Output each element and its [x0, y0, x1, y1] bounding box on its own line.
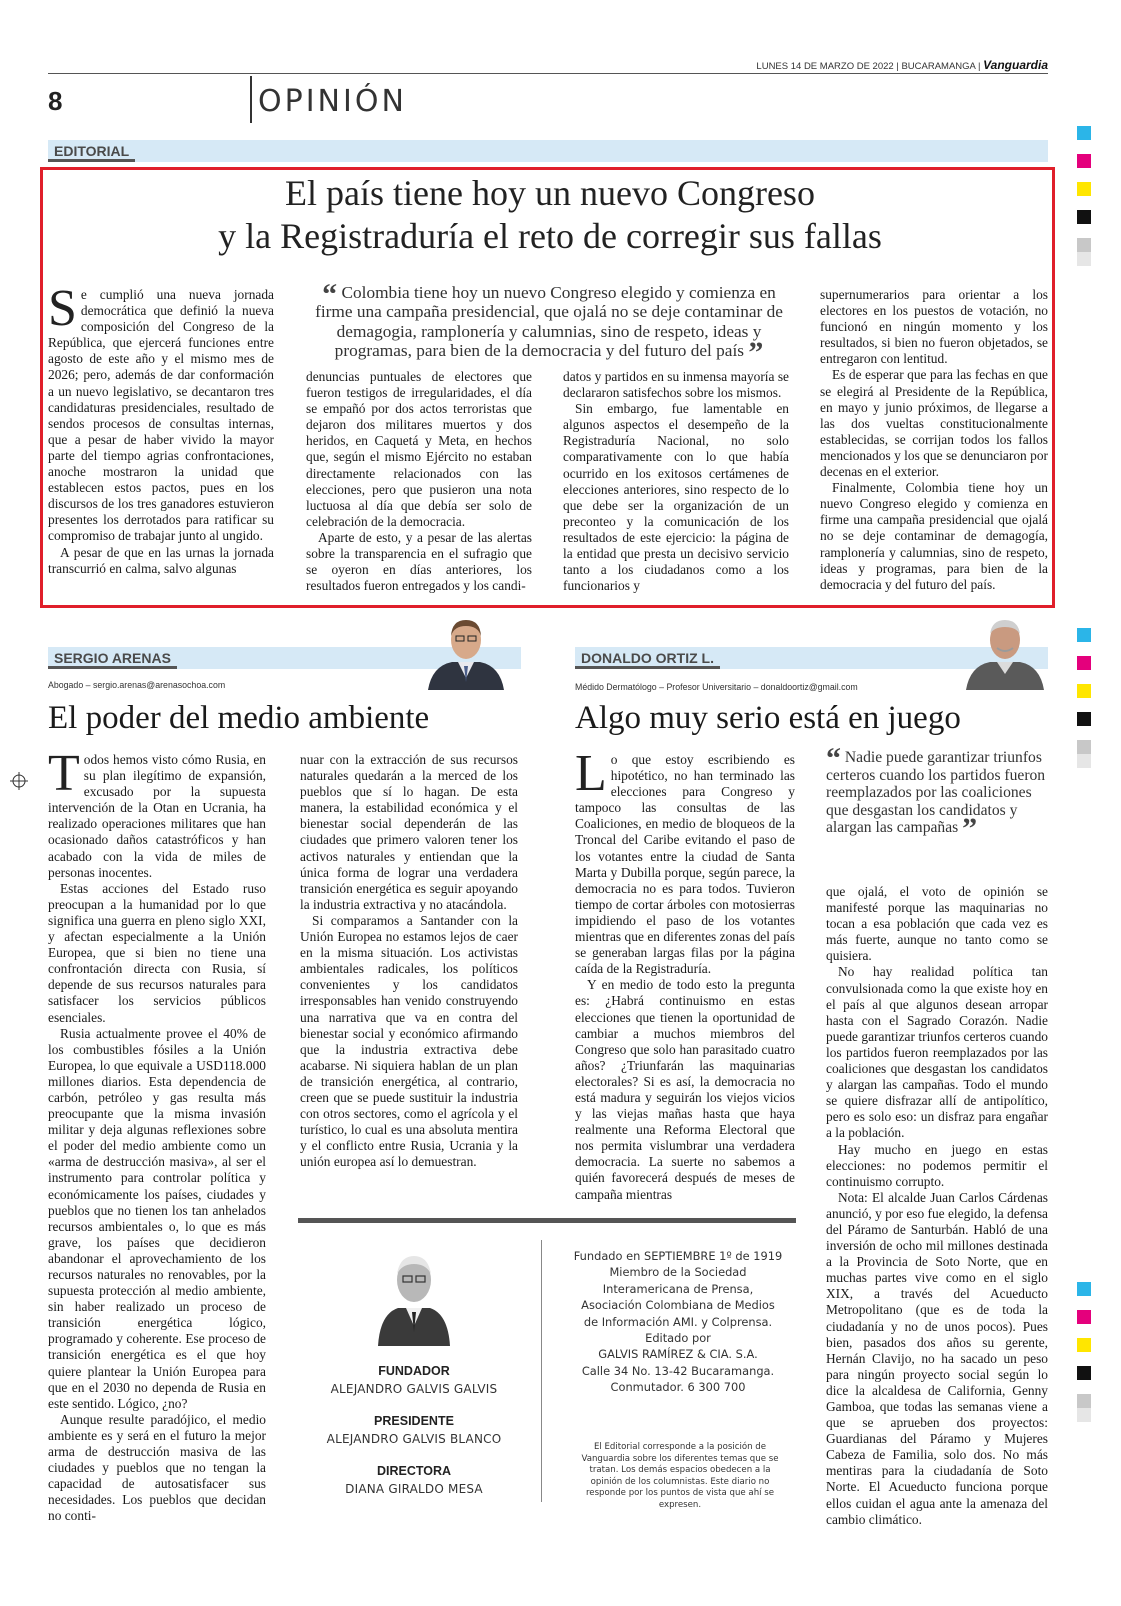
pub-line: Asociación Colombiana de Medios: [581, 1298, 775, 1313]
close-quote-icon: ”: [962, 812, 978, 846]
blank-swatch: [1077, 1352, 1091, 1366]
crosshair-icon: [10, 772, 28, 790]
editorial-column-4: [820, 287, 1048, 605]
gray-swatch: [1077, 740, 1091, 754]
editorial-col4-p1: supernumerarios para orientar a los electores en los puestos de votación, no funcionó en ningún momento y los resultados, si bien no fueron objetados, se entregaron con lentitud.: [820, 287, 1048, 367]
staff-box-divider: [541, 1240, 542, 1502]
ortiz-column-2: [826, 884, 1048, 1527]
arenas-col1-p3: Rusia actualmente provee el 40% de los combustibles fósiles a la Unión Europea, lo que equivale a USD118.000 millones diarios. Esta dependencia de carbón, petróleo y gas resulta más preocupante que la misma invasión militar y deja algunas reflexiones sobre el poder del medio ambiente como un «arma de destrucción masiva», al ser el instrumento para controlar política y económicamente los países, ciudades y pueblos que no tienen los tan anhelados recursos ambientales o, lo que es más grave, los países que decidieron abandonar el aprovechamiento de los recursos naturales no renovables, por la supuesta protección al medio ambiente, sin haber realizado un proceso de transición energética lógico, programado y coherente. Ese proceso de transición energética es el que hoy quiere plantear la Unión Europea para que en el 2030 no dependa de Rusia en este sentido. Lógico, ¿no?: [48, 1025, 266, 1411]
ortiz-col2-p1: que ojalá, el voto de opinión se manifesté porque las maquinarias no tocan a esa población que cada vez es más fuerte, aunque no tanto como se quisiera.: [826, 884, 1048, 964]
founder-name: ALEJANDRO GALVIS GALVIS: [330, 1382, 498, 1396]
gray-swatch: [1077, 1408, 1091, 1422]
blank-swatch: [1077, 726, 1091, 740]
gray-swatch: [1077, 1394, 1091, 1408]
blank-swatch: [1077, 140, 1091, 154]
arenas-photo: [422, 612, 510, 690]
gray-swatch: [1077, 754, 1091, 768]
arenas-dropcap: T: [48, 745, 80, 802]
pub-line: Interamericana de Prensa,: [602, 1281, 754, 1296]
open-quote-icon: “: [322, 278, 338, 311]
founder-role: FUNDADOR: [378, 1364, 450, 1378]
dateline: LUNES 14 DE MARZO DE 2022 | BUCARAMANGA |: [756, 61, 981, 72]
publication-info: [560, 1248, 796, 1396]
arenas-col1-p2: Estas acciones del Estado ruso preocupan a la humanidad por lo que significa una guerra en pleno siglo XXI, y afectan especialmente a la Unión Europea, que si bien no tiene una confrontación directa con Rusia, sí depende de sus recursos naturales para satisfacer los servicios públicos esenciales.: [48, 880, 266, 1025]
gray-swatch: [1077, 252, 1091, 266]
arenas-title: El poder del medio ambiente: [48, 700, 430, 736]
blank-swatch: [1077, 642, 1091, 656]
section-title: OPINIÓN: [258, 84, 407, 119]
staff-box-rule: [298, 1218, 796, 1223]
director-name: DIANA GIRALDO MESA: [345, 1482, 483, 1496]
editorial-pullquote-text: Colombia tiene hoy un nuevo Congreso elegido y comienza en firme una campaña presidencial, que ojalá no se deje contaminar de demagogia, ramplonería y calumnias, sino de respeto, ideas y programas, para bien de la democracia y del futuro del país: [315, 283, 783, 361]
close-quote-icon: ”: [748, 336, 764, 370]
header-divider: [250, 76, 252, 123]
arenas-byline: Abogado – sergio.arenas@arenasochoa.com: [48, 680, 226, 690]
blank-swatch: [1077, 168, 1091, 182]
pub-line: Calle 34 No. 13-42 Bucaramanga.: [581, 1363, 775, 1378]
founder-portrait-icon: [376, 1242, 452, 1346]
arenas-column-1: [48, 745, 266, 1524]
editorial-disclaimer: El Editorial corresponde a la posición de Vanguardia sobre los diferentes temas que se tratan. Los demás espacios obedecen a la opinión de los columnistas. Este diario no responde por los puntos de vista que ahí se expresen.: [581, 1442, 779, 1510]
editorial-col1-p1: e cumplió una nueva jornada democrática que definió la nueva composición del Congreso de la República, que ejercerá funciones entre agosto de este año y el mismo mes de 2026; pero, además de dar conformación a un nuevo legislativo, se decantaron tres candidaturas presidenciales, resultado de sendos procesos de consultas internas, que a pesar de haber vivido la mayor parte del tiempo agrias confrontaciones, anoche mostraron la unidad que establecen estos pactos, pues en los discursos de los tres ganadores estuvieron presentes los derrotados para ratificar su compromiso de trabajar junto al ungido.: [48, 287, 274, 544]
black-swatch: [1077, 210, 1091, 224]
arenas-col2-p1: nuar con la extracción de sus recursos naturales quedarán a la merced de los pueblos que sí lo hagan. De esta manera, la estabilidad económica y el bienestar social dependerán de las ciudades que primero valoren tener los activos naturales y entiendan que la única forma de lograr una verdadera transición energética es seguir apoyando la industria extractiva y no atacándola.: [300, 752, 518, 912]
pub-line: de Información AMI. y Colprensa.: [583, 1314, 773, 1329]
open-quote-icon: “: [826, 742, 841, 775]
ortiz-photo: [962, 612, 1048, 690]
arenas-col2-p2: Si comparamos a Santander con la Unión Europea no estamos lejos de caer en la misma situación. Los activistas ambientales radicales, los políticos convenientes y los candidatos irresponsables han venido construyendo una narrativa que va en contra del bienestar social y económico afirmando que la industria extractiva debe acabarse. Ni siquiera hablan de un plan de transición energética, al contrario, creen que se puede sustituir la industria con otros sectores, como el agrícola y el turístico, lo cual es una absoluta mentira y el conflicto entre Rusia, Ucrania y la unión europea así lo demuestran.: [300, 912, 518, 1170]
editorial-headline-line2: y la Registraduría el reto de corregir sus fallas: [218, 216, 882, 256]
editorial-column-2: [306, 369, 532, 605]
magenta-swatch: [1077, 154, 1091, 168]
blank-swatch: [1077, 196, 1091, 210]
president-role: PRESIDENTE: [374, 1414, 454, 1428]
editorial-column-3: [563, 369, 789, 605]
arenas-col1-p1: odos hemos visto cómo Rusia, en su plan ilegítimo de expansión, excusado por la supuesta intervención de la Otan en Ucrania, ha realizado operaciones militares que han ocasionado daños catastróficos y han acabado con la vida de miles de personas inocentes.: [48, 752, 266, 880]
editorial-headline: [50, 172, 1050, 258]
ortiz-dropcap: L: [575, 745, 607, 802]
editorial-label-bar: [48, 140, 1048, 162]
blank-swatch: [1077, 1324, 1091, 1338]
magenta-swatch: [1077, 1310, 1091, 1324]
editorial-col4-p3: Finalmente, Colombia tiene hoy un nuevo Congreso elegido y comienza en firme una campaña presidencial que ojalá no se deje contaminar de demagogía, ramplonería y calumnias, sino de respeto, ideas y programas, para bien de la democracia y del futuro del país.: [820, 480, 1048, 592]
editorial-label: EDITORIAL: [48, 140, 135, 162]
ortiz-col1-p2: Y en medio de todo esto la pregunta es: ¿Habrá continuismo en estas elecciones que tienen la oportunidad de cambiar a muchos miembros del Congreso que solo han parasitado cuatro años? ¿Triunfarán las maquinarias electorales? Si es así, la democracia no está madura y seguirán los viejos vicios y las viejas mañas hasta que haya realmente una Reforma Electoral que nos permita vislumbrar una verdadera democracia. La suerte no sabemos a quién favorecerá después de meses de campaña mientras: [575, 977, 795, 1202]
pub-line: GALVIS RAMÍREZ & CIA. S.A.: [598, 1347, 758, 1362]
ortiz-pullquote: [826, 742, 1048, 846]
ortiz-label: DONALDO ORTIZ L.: [575, 647, 720, 669]
editorial-col2-p1: denuncias puntuales de electores que fueron testigos de irregularidades, el día se empañó por dos actos terroristas que dejaron dos militares muertos y dos heridos, en Caquetá y Meta, en hechos que, según el mismo Ejército no estaban directamente relacionados con las elecciones, pero que pusieron una nota luctuosa al día que debía ser solo de celebración de la democracia.: [306, 369, 532, 529]
ortiz-col2-p3: Hay mucho en juego en estas elecciones: no podemos permitir el continuismo corrupto.: [826, 1141, 1048, 1189]
arenas-column-2: [300, 752, 518, 1204]
editorial-col2-p2: Aparte de esto, y a pesar de las alertas sobre la transparencia en el sufragio que se oyeron en días anteriores, los resultados fueron entregados y los candi-: [306, 529, 532, 594]
pub-line: Conmutador. 6 300 700: [610, 1380, 746, 1395]
gray-swatch: [1077, 238, 1091, 252]
black-swatch: [1077, 1366, 1091, 1380]
pub-line: Fundado en SEPTIEMBRE 1º de 1919: [573, 1249, 783, 1263]
editorial-pullquote: [306, 278, 792, 370]
brand-logo: Vanguardia: [983, 58, 1048, 72]
magenta-swatch: [1077, 656, 1091, 670]
editorial-col3-p1: datos y partidos en su inmensa mayoría se declararon satisfechos sobre los mismos.: [563, 369, 789, 401]
arenas-portrait-icon: [422, 612, 510, 690]
blank-swatch: [1077, 1296, 1091, 1310]
ortiz-title: Algo muy serio está en juego: [575, 700, 961, 736]
president-name: ALEJANDRO GALVIS BLANCO: [326, 1432, 502, 1446]
ortiz-col2-p2: No hay realidad política tan convulsionada como la que existe hoy en el país al que algunos desean arropar hasta con el Sagrado Corazón. Nadie puede garantizar triunfos certeros cuando los partidos fueron reemplazados por las coaliciones que desgastan los candidatos y alargan las campañas. Todo el mundo se quiere disfrazar allí de antipolítico, pero es solo eso: un disfraz para engañar a la población.: [826, 964, 1048, 1141]
black-swatch: [1077, 712, 1091, 726]
ortiz-col2-p4: Nota: El alcalde Juan Carlos Cárdenas anunció, y por eso fue elegido, la defensa del Páramo de Santurbán. Habló de una inversión de ocho mil millones destinada a la Provincia de Soto Norte, que en muchas partes vive como en el siglo XIX, a través del Acueducto Metropolitano (que es de toda la ciudadanía y no de unos pocos). Pues bien, pasados dos años su gerente, Hernán Clavijo, no ha sacado un peso para ningún proyecto social según lo dice la alcaldesa de California, Genny Gamboa, que todas las semanas viene a que se aprueben dos proyectos: Guardianas del Páramo y Mujeres Cabeza de Familia, solo dos. No más mentiras para la ciudadanía de Soto Norte. El Acueducto funciona porque ellos cuidan el agua ante la amenaza del cambio climático.: [826, 1189, 1048, 1527]
editorial-col1-p2: A pesar de que en las urnas la jornada transcurrió en calma, salvo algunas: [48, 544, 274, 576]
yellow-swatch: [1077, 1338, 1091, 1352]
pub-line: Editado por: [645, 1331, 711, 1346]
director-role: DIRECTORA: [376, 1464, 452, 1478]
masthead-dateline: [756, 58, 1048, 72]
crosshair-registration-mark: [10, 772, 28, 790]
color-bar-top: [1077, 126, 1091, 266]
editorial-dropcap: S: [48, 280, 77, 337]
arenas-col1-p4: Aunque resulte paradójico, el medio ambiente es y será en el futuro la mejor arma de destrucción masiva de las ciudades y pueblos que no tengan la capacidad de autosatisfacer sus necesidades. Los pueblos que decidan no conti-: [48, 1411, 266, 1524]
blank-swatch: [1077, 698, 1091, 712]
blank-swatch: [1077, 670, 1091, 684]
color-bar-bottom: [1077, 1282, 1091, 1422]
ortiz-col1-p1: o que estoy escribiendo es hipotético, no han terminado las elecciones para Congreso y tampoco las consultas de las Coaliciones, en medio de bloqueos de la Troncal del Caribe evitando el paso de los votantes entre la ciudad de Santa Marta y Dubilla porque, según parece, la democracia no es para todos. Tuvieron tiempo de cortar árboles con motosierras impidiendo el paso de los votantes mientras que en diferentes zonas del país se generaban largas filas por la página caída de la Registraduría.: [575, 752, 795, 977]
cyan-swatch: [1077, 126, 1091, 140]
yellow-swatch: [1077, 684, 1091, 698]
ortiz-pullquote-text: Nadie puede garantizar triunfos certeros cuando los partidos fueron reemplazados por las coaliciones que desgastan los candidatos y alargan las campañas: [826, 749, 1046, 837]
blank-swatch: [1077, 1380, 1091, 1394]
ortiz-column-1: [575, 745, 795, 1202]
yellow-swatch: [1077, 182, 1091, 196]
editorial-column-1: [48, 280, 274, 605]
pub-line: Miembro de la Sociedad: [609, 1265, 747, 1280]
cyan-swatch: [1077, 1282, 1091, 1296]
page-number: 8: [48, 86, 63, 116]
ortiz-byline: Médido Dermatólogo – Profesor Universitario – donaldoortiz@gmail.com: [575, 682, 858, 692]
header-rule: [48, 73, 1048, 74]
color-bar-middle: [1077, 628, 1091, 768]
arenas-label: SERGIO ARENAS: [48, 647, 177, 669]
founder-photo: [376, 1242, 452, 1346]
ortiz-portrait-icon: [962, 612, 1048, 690]
editorial-col3-p2: Sin embargo, fue lamentable en algunos aspectos el desempeño de la Registraduría Nacional, no solo comparativamente con lo que había ocurrido en los exitosos certámenes de elecciones anteriores, sino respecto de lo que debe ser la organización de un preconteo y la comunicación de los resultados de este ejercicio: la página de la entidad que presta un decisivo servicio tanto a los ciudadanos como a los funcionarios y: [563, 401, 789, 594]
editorial-col4-p2: Es de esperar que para las fechas en que se elegirá al Presidente de la República, en mayo y junio próximos, de llegarse a las dos vueltas constitucionalmente establecidas, se corrijan todos los fallos mencionados y los que se denunciaron por decenas en el exterior.: [820, 367, 1048, 480]
blank-swatch: [1077, 224, 1091, 238]
editorial-headline-line1: El país tiene hoy un nuevo Congreso: [285, 173, 815, 213]
cyan-swatch: [1077, 628, 1091, 642]
